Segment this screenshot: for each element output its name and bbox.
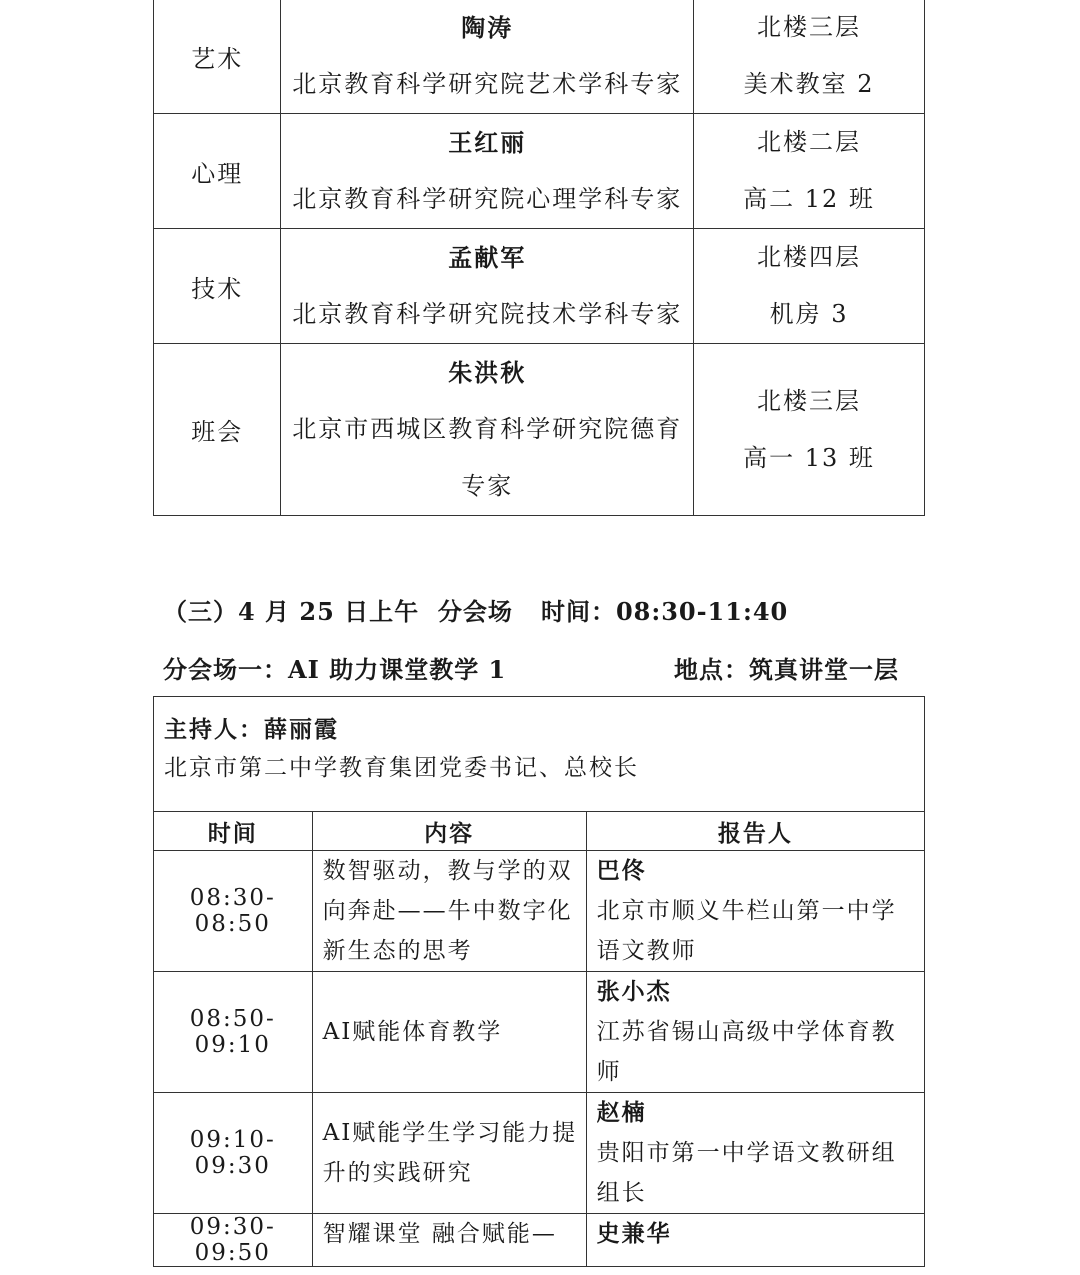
location-line: 北楼二层 bbox=[757, 128, 862, 156]
speaker-title: 语文教师 bbox=[596, 938, 697, 964]
table-row bbox=[154, 851, 925, 972]
content-line: 升的实践研究 bbox=[322, 1160, 473, 1186]
location-line: 北楼三层 bbox=[757, 13, 862, 41]
expert-title: 专家 bbox=[461, 472, 514, 500]
speaker-title: 组长 bbox=[596, 1180, 647, 1206]
expert-name: 朱洪秋 bbox=[448, 358, 527, 387]
speaker-title: 江苏省锡山高级中学体育教 bbox=[596, 1019, 897, 1045]
content-cell bbox=[312, 972, 586, 1093]
content-line: 智耀课堂 融合赋能— bbox=[322, 1221, 557, 1247]
host-title: 北京市第二中学教育集团党委书记、总校长 bbox=[164, 755, 639, 781]
subject-cell: 班会 bbox=[154, 344, 281, 516]
location-line: 美术教室 2 bbox=[743, 70, 875, 98]
location-line: 北楼四层 bbox=[757, 243, 862, 271]
location-line: 北楼三层 bbox=[757, 386, 862, 415]
speaker-cell bbox=[586, 1093, 924, 1214]
content-line: AI赋能体育教学 bbox=[322, 1019, 503, 1045]
content-line: 新生态的思考 bbox=[322, 938, 473, 964]
content-cell bbox=[312, 1214, 586, 1267]
expert-title: 北京市西城区教育科学研究院德育 bbox=[292, 415, 683, 443]
host-cell bbox=[154, 697, 925, 812]
content-cell bbox=[312, 851, 586, 972]
expert-title: 北京教育科学研究院艺术学科专家 bbox=[292, 70, 683, 98]
expert-cell bbox=[281, 0, 694, 114]
time-cell: 08:50-09:10 bbox=[154, 972, 313, 1093]
location-line: 高二 12 班 bbox=[743, 185, 875, 213]
time-cell: 09:10-09:30 bbox=[154, 1093, 313, 1214]
speaker-name: 史兼华 bbox=[596, 1220, 672, 1247]
content-cell bbox=[312, 1093, 586, 1214]
location-cell bbox=[694, 114, 925, 229]
speaker-title: 北京市顺义牛栏山第一中学 bbox=[596, 898, 897, 924]
subject-cell: 心理 bbox=[154, 114, 281, 229]
expert-cell bbox=[281, 114, 694, 229]
expert-name: 王红丽 bbox=[448, 128, 527, 157]
speaker-name: 巴佟 bbox=[596, 857, 647, 884]
speaker-cell bbox=[586, 851, 924, 972]
column-header-time: 时间 bbox=[154, 812, 313, 851]
location-cell bbox=[694, 0, 925, 114]
expert-title: 北京教育科学研究院技术学科专家 bbox=[292, 300, 683, 328]
expert-title: 北京教育科学研究院心理学科专家 bbox=[292, 185, 683, 213]
column-header-content: 内容 bbox=[312, 812, 586, 851]
table-row bbox=[154, 229, 925, 344]
expert-assignment-table bbox=[153, 0, 925, 516]
table-row bbox=[154, 1093, 925, 1214]
speaker-name: 张小杰 bbox=[596, 978, 672, 1005]
table-row bbox=[154, 114, 925, 229]
expert-name: 陶涛 bbox=[461, 13, 514, 42]
content-line: AI赋能学生学习能力提 bbox=[322, 1120, 578, 1146]
location-line: 机房 3 bbox=[769, 300, 849, 328]
content-line: 数智驱动，教与学的双 bbox=[322, 858, 573, 884]
column-header-speaker: 报告人 bbox=[586, 812, 924, 851]
content-line: 向奔赴——牛中数字化 bbox=[322, 898, 573, 924]
expert-cell bbox=[281, 344, 694, 516]
header-row bbox=[154, 812, 925, 851]
subject-cell: 艺术 bbox=[154, 0, 281, 114]
table-row bbox=[154, 1214, 925, 1267]
expert-name: 孟献军 bbox=[448, 243, 527, 272]
speaker-title: 师 bbox=[596, 1059, 622, 1085]
table-row bbox=[154, 0, 925, 114]
speaker-name: 赵楠 bbox=[596, 1099, 647, 1126]
table-row bbox=[154, 972, 925, 1093]
venue-title: 分会场一：AI 助力课堂教学 1 bbox=[163, 655, 507, 684]
time-cell: 09:30-09:50 bbox=[154, 1214, 313, 1267]
speaker-title: 贵阳市第一中学语文教研组 bbox=[596, 1140, 897, 1166]
schedule-table bbox=[153, 696, 925, 1267]
section-heading: （三）4 月 25 日上午 分会场 时间：08:30-11:40 bbox=[163, 597, 789, 626]
venue-location: 地点：筑真讲堂一层 bbox=[674, 655, 899, 684]
table-row bbox=[154, 344, 925, 516]
location-line: 高一 13 班 bbox=[743, 443, 875, 472]
location-cell bbox=[694, 344, 925, 516]
subject-cell: 技术 bbox=[154, 229, 281, 344]
speaker-cell bbox=[586, 1214, 924, 1267]
expert-cell bbox=[281, 229, 694, 344]
host-row bbox=[154, 697, 925, 812]
time-cell: 08:30-08:50 bbox=[154, 851, 313, 972]
speaker-cell bbox=[586, 972, 924, 1093]
location-cell bbox=[694, 229, 925, 344]
host-name: 主持人：薛丽霞 bbox=[164, 716, 339, 743]
